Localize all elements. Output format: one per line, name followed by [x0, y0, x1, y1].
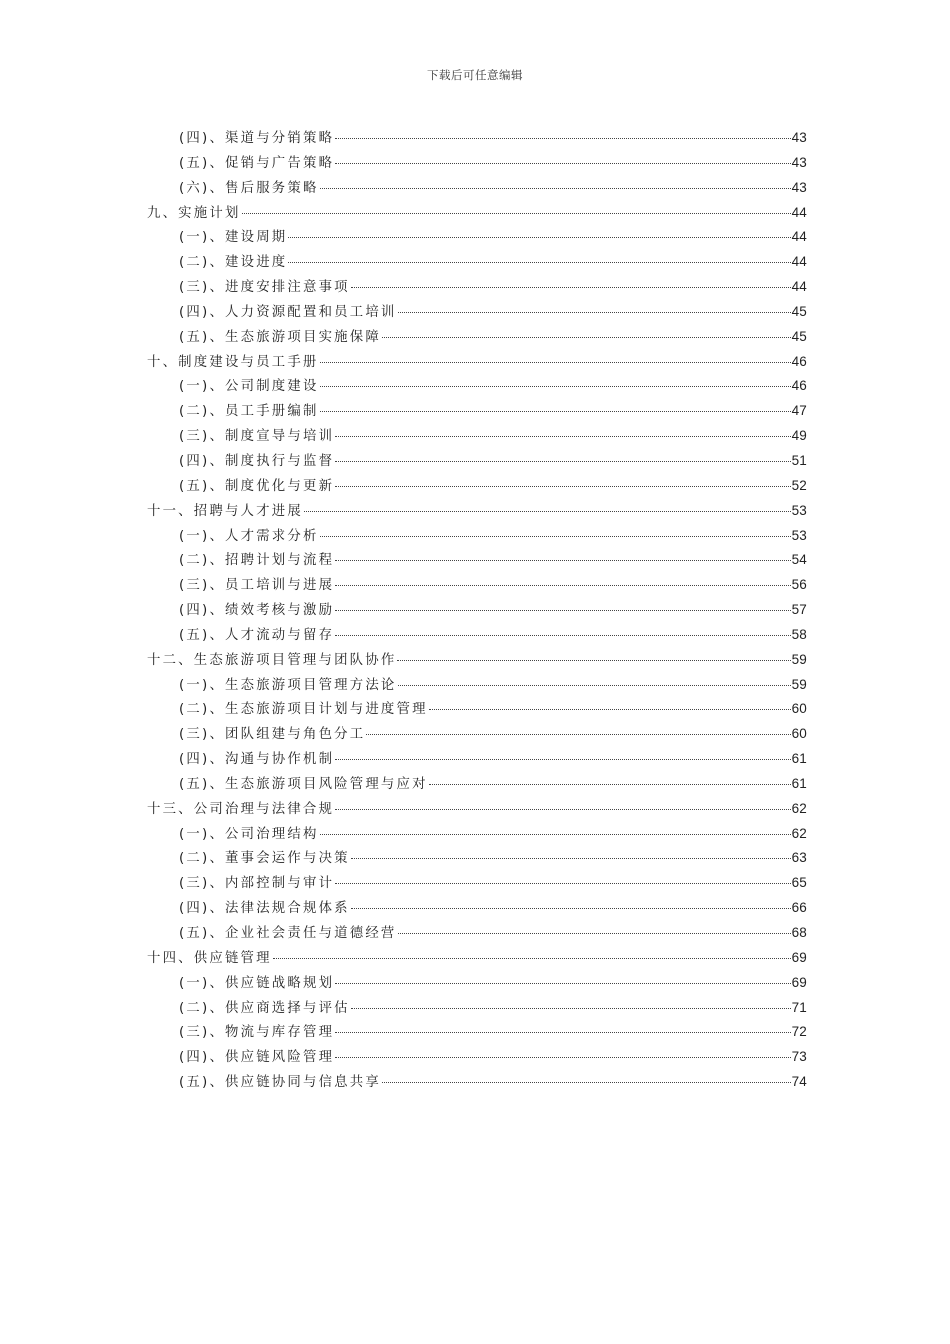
toc-dot-leader [320, 361, 791, 363]
toc-entry-title: (三)、员工培训与进展 [179, 578, 335, 594]
toc-chapter-entry[interactable] [147, 350, 807, 375]
toc-entry-title: 十三、公司治理与法律合规 [147, 801, 335, 817]
toc-entry-page-number: 58 [791, 626, 807, 642]
toc-entry-title: (一)、建设周期 [179, 230, 288, 246]
toc-dot-leader [429, 783, 791, 785]
toc-section-entry[interactable] [147, 374, 807, 399]
toc-dot-leader [335, 634, 790, 636]
toc-entry-page-number: 54 [791, 552, 807, 568]
toc-entry-page-number: 49 [791, 428, 807, 444]
toc-dot-leader [351, 907, 791, 909]
toc-entry-page-number: 44 [791, 204, 807, 220]
toc-entry-page-number: 65 [791, 875, 807, 891]
toc-section-entry[interactable] [147, 1070, 807, 1095]
toc-dot-leader [335, 609, 790, 611]
toc-dot-leader [335, 882, 790, 884]
toc-entry-title: (四)、沟通与协作机制 [179, 752, 335, 768]
toc-section-entry[interactable] [147, 747, 807, 772]
toc-section-entry[interactable] [147, 275, 807, 300]
toc-entry-title: (五)、供应链协同与信息共享 [179, 1075, 381, 1091]
toc-entry-page-number: 44 [791, 229, 807, 245]
toc-section-entry[interactable] [147, 772, 807, 797]
toc-section-entry[interactable] [147, 225, 807, 250]
toc-entry-page-number: 61 [791, 775, 807, 791]
toc-dot-leader [288, 261, 790, 263]
toc-section-entry[interactable] [147, 598, 807, 623]
toc-chapter-entry[interactable] [147, 201, 807, 226]
toc-entry-page-number: 59 [791, 676, 807, 692]
toc-entry-page-number: 72 [791, 1024, 807, 1040]
toc-entry-page-number: 68 [791, 925, 807, 940]
toc-entry-title: (六)、售后服务策略 [179, 180, 319, 196]
toc-dot-leader [335, 1056, 790, 1058]
toc-section-entry[interactable] [147, 871, 807, 896]
toc-entry-title: (四)、供应链风险管理 [179, 1050, 335, 1066]
toc-dot-leader [398, 684, 791, 686]
toc-entry-title: (四)、法律法规合规体系 [179, 901, 350, 917]
toc-entry-title: (四)、绩效考核与激励 [179, 603, 335, 619]
toc-entry-page-number: 47 [791, 403, 807, 419]
toc-section-entry[interactable] [147, 524, 807, 549]
toc-entry-title: 十、制度建设与员工手册 [147, 354, 319, 370]
toc-section-entry[interactable] [147, 424, 807, 449]
toc-entry-page-number: 62 [791, 825, 807, 841]
toc-entry-title: (二)、生态旅游项目计划与进度管理 [179, 702, 428, 718]
toc-entry-page-number: 57 [791, 602, 807, 618]
toc-section-entry[interactable] [147, 176, 807, 201]
toc-section-entry[interactable] [147, 399, 807, 424]
toc-dot-leader [335, 162, 790, 164]
toc-section-entry[interactable] [147, 151, 807, 176]
toc-entry-page-number: 61 [791, 751, 807, 767]
toc-entry-title: (五)、制度优化与更新 [179, 478, 335, 494]
toc-section-entry[interactable] [147, 971, 807, 996]
toc-entry-page-number: 46 [791, 378, 807, 394]
toc-dot-leader [273, 957, 791, 959]
toc-entry-title: (一)、供应链战略规划 [179, 975, 335, 991]
toc-entry-page-number: 60 [791, 701, 807, 717]
toc-entry-page-number: 63 [791, 850, 807, 866]
toc-entry-page-number: 74 [791, 1074, 807, 1090]
toc-entry-title: (五)、生态旅游项目风险管理与应对 [179, 776, 428, 792]
toc-dot-leader [320, 535, 791, 537]
toc-chapter-entry[interactable] [147, 946, 807, 971]
toc-entry-title: (五)、促销与广告策略 [179, 155, 335, 171]
toc-entry-page-number: 45 [791, 303, 807, 319]
toc-chapter-entry[interactable] [147, 648, 807, 673]
toc-entry-page-number: 43 [791, 130, 807, 145]
toc-entry-page-number: 73 [791, 1049, 807, 1065]
toc-entry-page-number: 53 [791, 527, 807, 543]
toc-dot-leader [335, 435, 790, 437]
toc-entry-title: (四)、制度执行与监督 [179, 453, 335, 469]
toc-entry-title: (五)、人才流动与留存 [179, 627, 335, 643]
toc-section-entry[interactable] [147, 921, 807, 946]
toc-entry-page-number: 43 [791, 179, 807, 195]
toc-entry-title: (二)、建设进度 [179, 255, 288, 271]
toc-entry-title: (一)、公司制度建设 [179, 379, 319, 395]
toc-section-entry[interactable] [147, 697, 807, 722]
toc-dot-leader [351, 857, 791, 859]
toc-dot-leader [242, 212, 791, 214]
toc-dot-leader [366, 733, 790, 735]
toc-section-entry[interactable] [147, 126, 807, 151]
toc-dot-leader [335, 808, 790, 810]
toc-entry-page-number: 52 [791, 477, 807, 493]
toc-entry-title: (一)、人才需求分析 [179, 528, 319, 544]
toc-entry-title: (三)、物流与库存管理 [179, 1025, 335, 1041]
toc-dot-leader [382, 336, 791, 338]
toc-section-entry[interactable] [147, 722, 807, 747]
toc-entry-title: 十一、招聘与人才进展 [147, 503, 303, 519]
toc-section-entry[interactable] [147, 548, 807, 573]
toc-dot-leader [351, 1007, 791, 1009]
toc-section-entry[interactable] [147, 1020, 807, 1045]
toc-section-entry[interactable] [147, 573, 807, 598]
toc-section-entry[interactable] [147, 250, 807, 275]
toc-dot-leader [320, 833, 791, 835]
toc-entry-title: (二)、供应商选择与评估 [179, 1000, 350, 1016]
table-of-contents [147, 126, 807, 1095]
toc-entry-title: (一)、公司治理结构 [179, 826, 319, 842]
toc-entry-page-number: 43 [791, 154, 807, 170]
toc-dot-leader [335, 485, 790, 487]
toc-section-entry[interactable] [147, 623, 807, 648]
toc-section-entry[interactable] [147, 474, 807, 499]
toc-entry-title: (一)、生态旅游项目管理方法论 [179, 677, 397, 693]
toc-entry-title: (四)、渠道与分销策略 [179, 131, 335, 146]
toc-dot-leader [335, 460, 790, 462]
toc-dot-leader [320, 410, 791, 412]
toc-chapter-entry[interactable] [147, 797, 807, 822]
toc-section-entry[interactable] [147, 1045, 807, 1070]
toc-dot-leader [398, 932, 791, 934]
toc-entry-page-number: 45 [791, 328, 807, 344]
toc-entry-page-number: 44 [791, 279, 807, 295]
toc-entry-title: (三)、制度宣导与培训 [179, 429, 335, 445]
toc-section-entry[interactable] [147, 846, 807, 871]
toc-entry-title: (五)、企业社会责任与道德经营 [179, 926, 397, 941]
toc-dot-leader [382, 1081, 791, 1083]
toc-section-entry[interactable] [147, 300, 807, 325]
toc-entry-page-number: 46 [791, 353, 807, 369]
toc-entry-title: 九、实施计划 [147, 205, 241, 221]
toc-entry-page-number: 66 [791, 900, 807, 916]
toc-entry-page-number: 62 [791, 800, 807, 816]
toc-entry-page-number: 51 [791, 452, 807, 468]
toc-dot-leader [320, 385, 791, 387]
toc-entry-title: (三)、团队组建与角色分工 [179, 727, 366, 743]
toc-entry-title: (五)、生态旅游项目实施保障 [179, 329, 381, 345]
toc-section-entry[interactable] [147, 449, 807, 474]
toc-entry-title: (二)、董事会运作与决策 [179, 851, 350, 867]
toc-dot-leader [335, 1031, 790, 1033]
toc-entry-page-number: 69 [791, 974, 807, 990]
toc-entry-title: (二)、员工手册编制 [179, 404, 319, 420]
toc-section-entry[interactable] [147, 822, 807, 847]
toc-dot-leader [335, 559, 790, 561]
toc-entry-page-number: 69 [791, 949, 807, 965]
toc-entry-title: (三)、进度安排注意事项 [179, 280, 350, 296]
toc-entry-page-number: 44 [791, 254, 807, 270]
toc-chapter-entry[interactable] [147, 499, 807, 524]
toc-dot-leader [351, 286, 791, 288]
toc-entry-page-number: 56 [791, 577, 807, 593]
toc-entry-page-number: 53 [791, 502, 807, 518]
toc-dot-leader [429, 708, 791, 710]
toc-section-entry[interactable] [147, 325, 807, 350]
toc-entry-page-number: 60 [791, 726, 807, 742]
toc-section-entry[interactable] [147, 673, 807, 698]
toc-section-entry[interactable] [147, 996, 807, 1021]
toc-dot-leader [335, 982, 790, 984]
toc-dot-leader [335, 137, 790, 139]
toc-entry-title: (二)、招聘计划与流程 [179, 553, 335, 569]
toc-entry-title: (三)、内部控制与审计 [179, 876, 335, 892]
toc-dot-leader [398, 311, 791, 313]
toc-dot-leader [304, 510, 791, 512]
toc-section-entry[interactable] [147, 896, 807, 921]
toc-entry-title: (四)、人力资源配置和员工培训 [179, 304, 397, 320]
toc-entry-page-number: 71 [791, 999, 807, 1015]
toc-entry-page-number: 59 [791, 651, 807, 667]
toc-dot-leader [397, 659, 790, 661]
toc-dot-leader [335, 584, 790, 586]
toc-dot-leader [335, 758, 790, 760]
toc-entry-title: 十四、供应链管理 [147, 950, 272, 966]
toc-dot-leader [288, 236, 790, 238]
toc-dot-leader [320, 187, 791, 189]
page-header: 下载后可任意编辑 [427, 68, 523, 82]
toc-entry-title: 十二、生态旅游项目管理与团队协作 [147, 652, 397, 668]
